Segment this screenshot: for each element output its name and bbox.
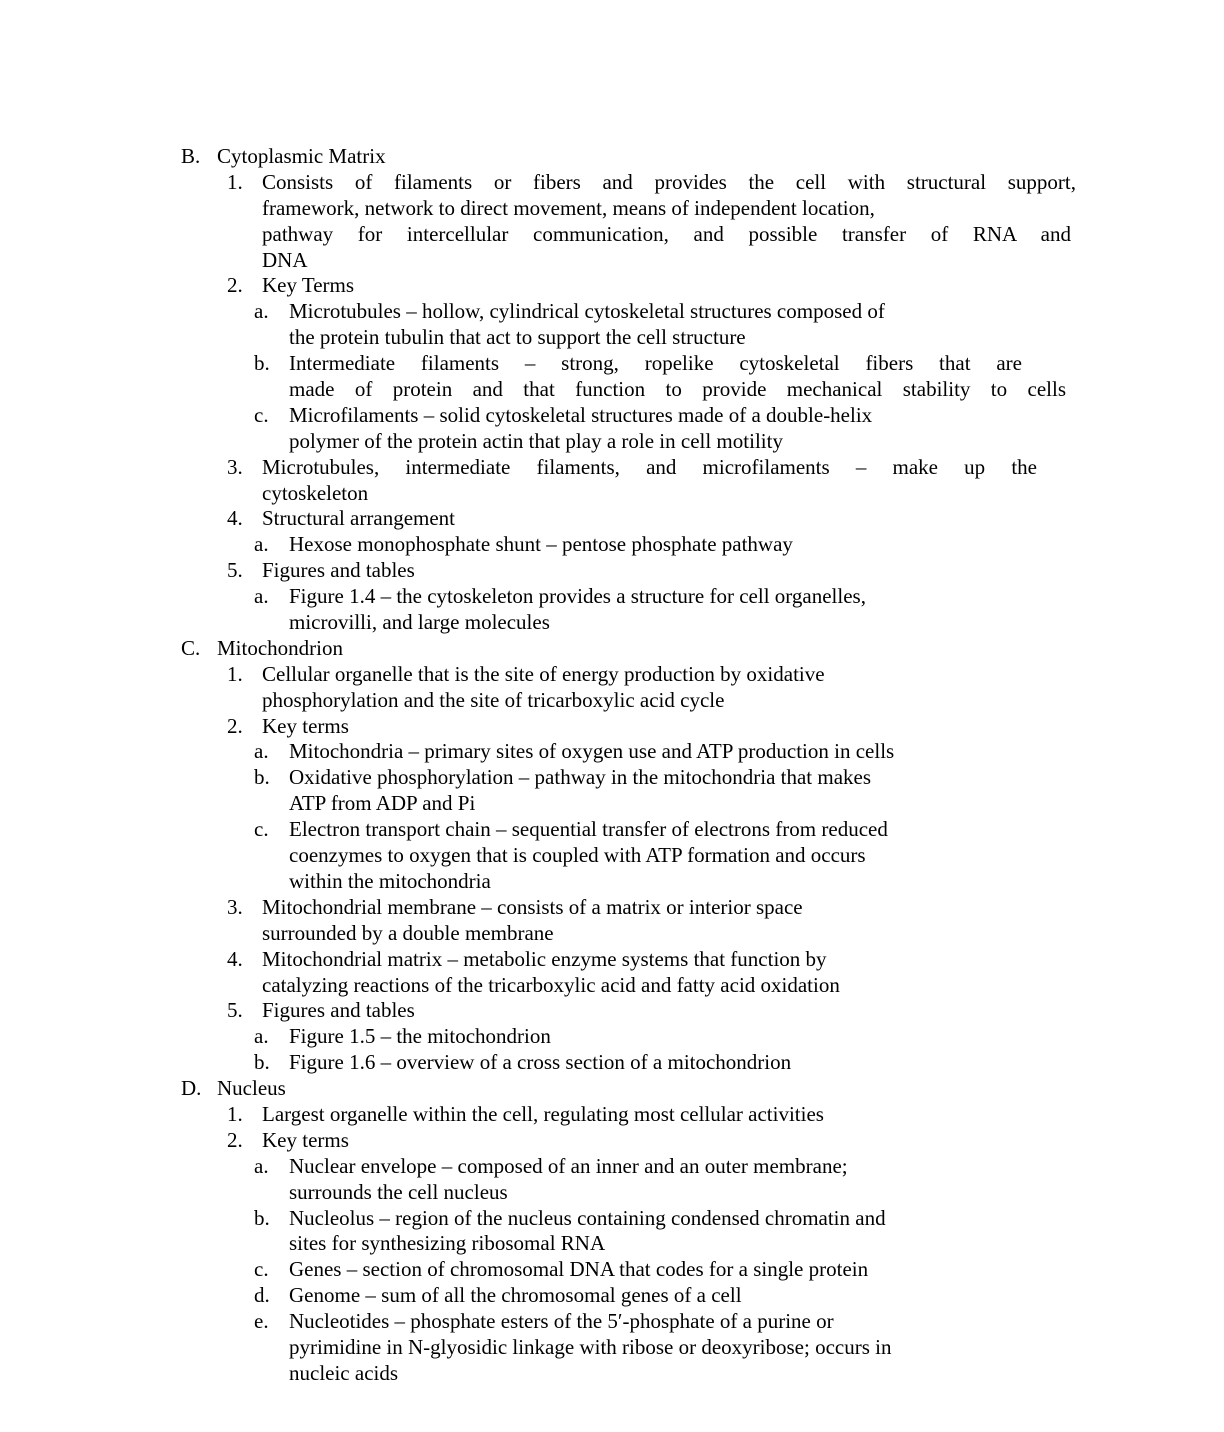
outline-text: Mitochondrial membrane – consists of a matrix or interior space	[262, 894, 803, 919]
outline-label: 1.	[227, 169, 243, 194]
outline-text: Microfilaments – solid cytoskeletal structures made of a double-helix	[289, 402, 873, 427]
outline-continuation-line	[0, 791, 1224, 817]
outline-text: Microtubules, intermediate filaments, and microfilaments – make up the	[262, 454, 1037, 479]
outline-continuation-line	[0, 248, 1224, 274]
outline-text: Nucleotides – phosphate esters of the 5′-phosphate of a purine or	[289, 1309, 834, 1334]
outline-item-level-3	[0, 1283, 1224, 1309]
outline-continuation-line	[0, 377, 1224, 403]
outline-text: Mitochondria – primary sites of oxygen use and ATP production in cells	[289, 739, 895, 764]
outline-item-level-2	[0, 1128, 1224, 1154]
outline-label: b.	[254, 1205, 270, 1230]
outline-text: Nucleolus – region of the nucleus containing condensed chromatin and	[289, 1205, 886, 1230]
outline-item-level-2	[0, 662, 1224, 688]
outline-label: 2.	[227, 713, 243, 738]
outline-text: Cytoplasmic Matrix	[217, 144, 386, 168]
outline-text: Largest organelle within the cell, regulating most cellular activities	[262, 1101, 824, 1126]
outline-item-level-3	[0, 1154, 1224, 1180]
outline-label: a.	[254, 1153, 269, 1178]
outline-text: Figure 1.4 – the cytoskeleton provides a structure for cell organelles,	[289, 584, 866, 609]
outline-item-level-2	[0, 714, 1224, 740]
outline-item-level-2	[0, 558, 1224, 584]
outline-text: Figure 1.5 – the mitochondrion	[289, 1024, 551, 1049]
outline-text: coenzymes to oxygen that is coupled with ATP formation and occurs	[289, 843, 866, 868]
outline-continuation-line	[0, 325, 1224, 351]
outline-label: 3.	[227, 894, 243, 919]
outline-text: surrounded by a double membrane	[262, 920, 554, 945]
outline-item-level-2	[0, 895, 1224, 921]
outline-item-level-3	[0, 817, 1224, 843]
outline-label: 1.	[227, 661, 243, 686]
outline-text: made of protein and that function to provide mechanical stability to cells	[289, 377, 1066, 402]
outline-item-level-1	[0, 636, 1224, 662]
outline-item-level-3	[0, 765, 1224, 791]
outline-continuation-line	[0, 610, 1224, 636]
outline-text: framework, network to direct movement, means of independent location,	[262, 195, 875, 220]
outline-text: catalyzing reactions of the tricarboxylic acid and fatty acid oxidation	[262, 972, 840, 997]
outline-continuation-line	[0, 688, 1224, 714]
outline-continuation-line	[0, 481, 1224, 507]
outline-continuation-line	[0, 973, 1224, 999]
outline-text: Mitochondrial matrix – metabolic enzyme systems that function by	[262, 946, 827, 971]
outline-item-level-2	[0, 947, 1224, 973]
outline-label: 5.	[227, 998, 243, 1023]
outline-text: Key terms	[262, 1127, 349, 1152]
outline-text: Nuclear envelope – composed of an inner and an outer membrane;	[289, 1153, 848, 1178]
outline-label: c.	[254, 402, 269, 427]
outline-text: sites for synthesizing ribosomal RNA	[289, 1231, 606, 1256]
outline-text: cytoskeleton	[262, 480, 369, 505]
outline-text: within the mitochondria	[289, 868, 491, 893]
outline-label: 3.	[227, 454, 243, 479]
outline-text: the protein tubulin that act to support the cell structure	[289, 325, 746, 350]
outline-item-level-2	[0, 1102, 1224, 1128]
outline-label: b.	[254, 351, 270, 376]
outline-text: Hexose monophosphate shunt – pentose phosphate pathway	[289, 532, 793, 557]
outline-item-level-3	[0, 403, 1224, 429]
outline-text: phosphorylation and the site of tricarboxylic acid cycle	[262, 687, 725, 712]
outline-continuation-line	[0, 222, 1224, 248]
outline-text: Genes – section of chromosomal DNA that codes for a single protein	[289, 1257, 869, 1282]
outline-text: Genome – sum of all the chromosomal genes of a cell	[289, 1283, 742, 1308]
outline-text: Figures and tables	[262, 558, 415, 583]
outline-label: b.	[254, 765, 270, 790]
outline-text: Oxidative phosphorylation – pathway in the mitochondria that makes	[289, 765, 872, 790]
outline-label: a.	[254, 532, 269, 557]
outline-label: 4.	[227, 946, 243, 971]
outline-item-level-3	[0, 351, 1224, 377]
outline-label: c.	[254, 1257, 269, 1282]
outline-label: 2.	[227, 273, 243, 298]
outline-label: c.	[254, 817, 269, 842]
outline-text: DNA	[262, 247, 308, 272]
outline-text: Electron transport chain – sequential transfer of electrons from reduced	[289, 817, 888, 842]
outline-item-level-1	[0, 144, 1224, 170]
outline-text: Key terms	[262, 713, 349, 738]
outline-label: C.	[181, 635, 201, 660]
outline-label: a.	[254, 299, 269, 324]
outline-text: Figures and tables	[262, 998, 415, 1023]
outline-text: Mitochondrion	[217, 635, 343, 660]
document-page	[0, 144, 1224, 1387]
outline-continuation-line	[0, 429, 1224, 455]
outline-text: Consists of filaments or fibers and provides the cell with structural support,	[262, 169, 1076, 194]
outline-continuation-line	[0, 843, 1224, 869]
outline-label: b.	[254, 1050, 270, 1075]
outline-item-level-2	[0, 273, 1224, 299]
outline-text: Cellular organelle that is the site of energy production by oxidative	[262, 661, 825, 686]
outline-item-level-1	[0, 1076, 1224, 1102]
outline-continuation-line	[0, 921, 1224, 947]
outline-item-level-2	[0, 998, 1224, 1024]
outline-item-level-3	[0, 1024, 1224, 1050]
outline-text: Figure 1.6 – overview of a cross section of a mitochondrion	[289, 1050, 792, 1075]
outline-label: a.	[254, 1024, 269, 1049]
outline-text: Key Terms	[262, 273, 355, 298]
outline-label: d.	[254, 1283, 270, 1308]
outline-item-level-2	[0, 455, 1224, 481]
outline-label: a.	[254, 584, 269, 609]
outline-continuation-line	[0, 869, 1224, 895]
outline-label: B.	[181, 144, 201, 168]
outline-text: ATP from ADP and Pi	[289, 791, 476, 816]
outline-text: Structural arrangement	[262, 506, 455, 531]
outline-item-level-3	[0, 1206, 1224, 1232]
outline-text: Nucleus	[217, 1076, 286, 1101]
outline-text: polymer of the protein actin that play a role in cell motility	[289, 428, 783, 453]
outline-text: pyrimidine in N-glyosidic linkage with ribose or deoxyribose; occurs in	[289, 1334, 892, 1359]
outline-item-level-3	[0, 584, 1224, 610]
outline-continuation-line	[0, 1180, 1224, 1206]
outline-label: 4.	[227, 506, 243, 531]
outline-text: nucleic acids	[289, 1360, 399, 1385]
outline-item-level-3	[0, 532, 1224, 558]
outline-item-level-3	[0, 1050, 1224, 1076]
outline-text: Microtubules – hollow, cylindrical cytoskeletal structures composed of	[289, 299, 885, 324]
outline-text: microvilli, and large molecules	[289, 610, 550, 635]
outline-item-level-3	[0, 739, 1224, 765]
outline-continuation-line	[0, 1231, 1224, 1257]
outline-label: 1.	[227, 1101, 243, 1126]
outline-item-level-3	[0, 1309, 1224, 1335]
outline-item-level-2	[0, 506, 1224, 532]
outline-label: 5.	[227, 558, 243, 583]
outline-label: a.	[254, 739, 269, 764]
outline-text: Intermediate filaments – strong, ropelike cytoskeletal fibers that are	[289, 351, 1022, 376]
outline-label: 2.	[227, 1127, 243, 1152]
outline-item-level-2	[0, 170, 1224, 196]
outline-item-level-3	[0, 1257, 1224, 1283]
outline-text: surrounds the cell nucleus	[289, 1179, 508, 1204]
outline-label: e.	[254, 1309, 269, 1334]
outline-item-level-3	[0, 299, 1224, 325]
outline-label: D.	[181, 1076, 202, 1101]
outline-continuation-line	[0, 196, 1224, 222]
outline-continuation-line	[0, 1335, 1224, 1361]
outline-text: pathway for intercellular communication, and possible transfer of RNA and	[262, 221, 1071, 246]
outline-continuation-line	[0, 1361, 1224, 1387]
